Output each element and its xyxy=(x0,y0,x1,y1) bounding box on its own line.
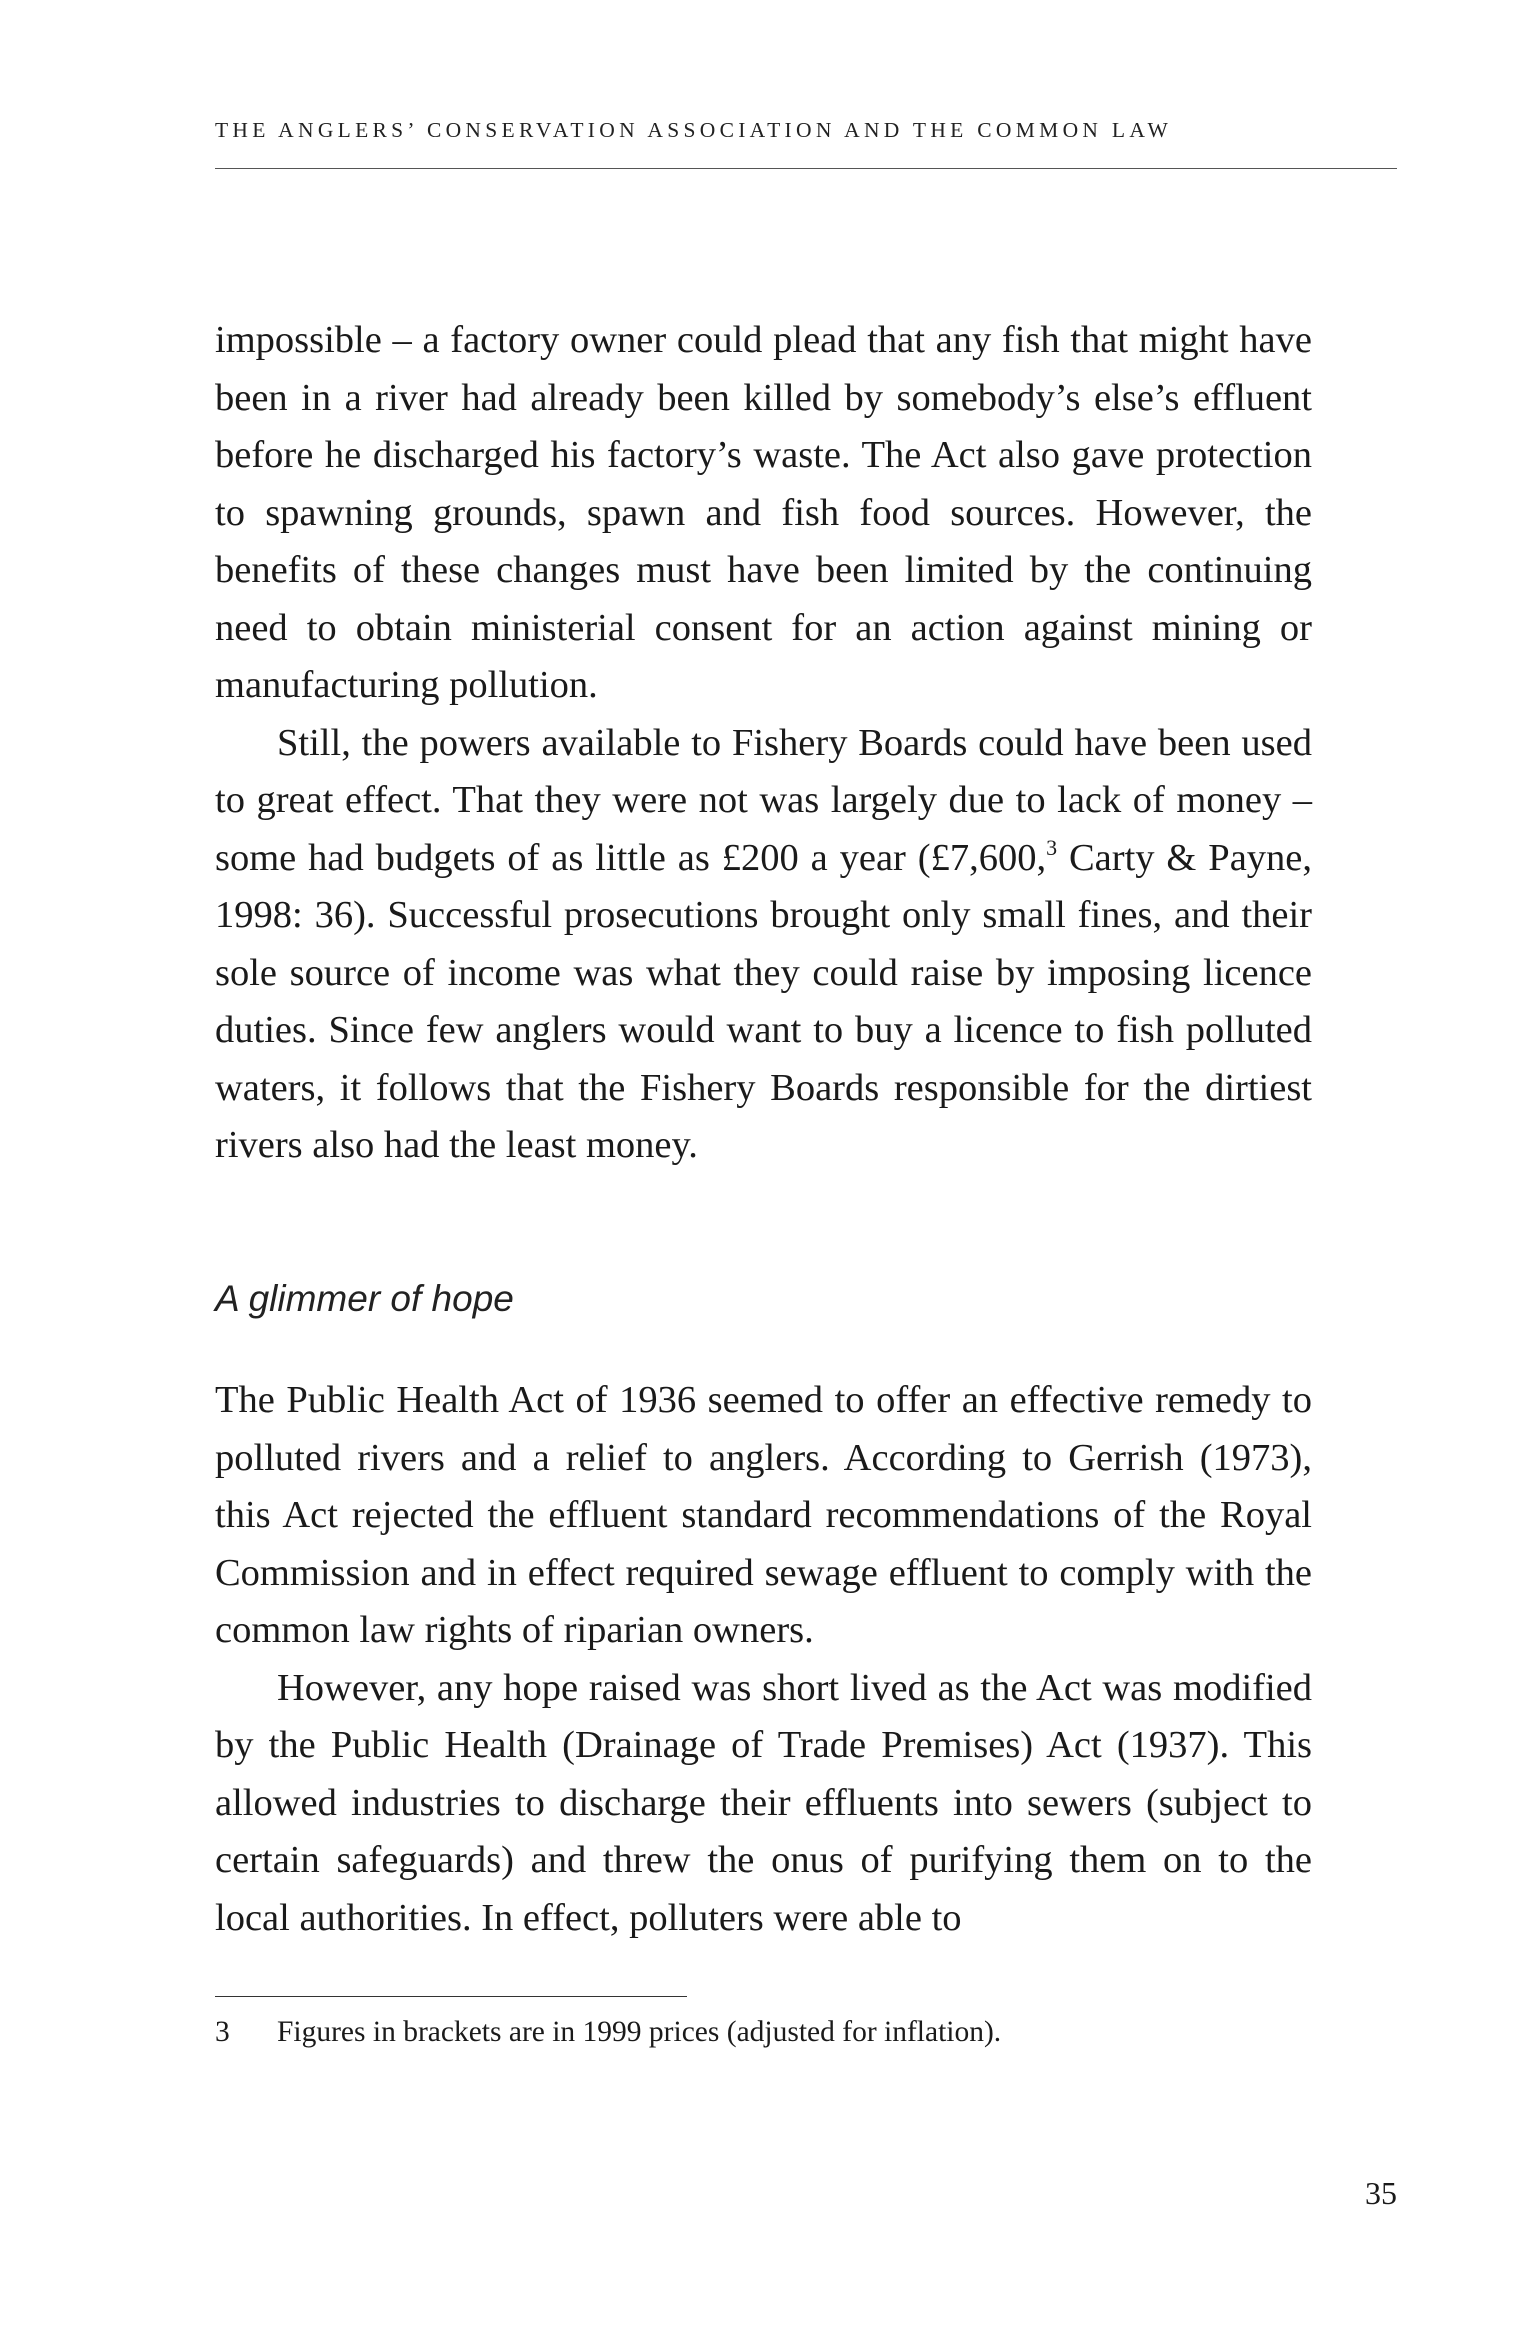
body-paragraph: However, any hope raised was short lived as the Act was modified by the Public Health (Drainage of Trade Premises) Act (1937). This allowed industries to discharge their effluents into sewers (subject to certain safeguards) and threw the onus of purifying them on to the local authorities. In effect, polluters were able to xyxy=(215,1666,1312,1939)
footnote-text: Figures in brackets are in 1999 prices (adjusted for inflation). xyxy=(277,2016,1002,2048)
body-paragraph: The Public Health Act of 1936 seemed to offer an effective remedy to polluted rivers and a relief to anglers. According to Gerrish (1973), this Act rejected the effluent standard recommendations of the Royal Commission and in effect required sewage effluent to comply with the common law rights of riparian owners. xyxy=(215,1379,1312,1651)
header-rule xyxy=(215,168,1397,169)
running-head: THE ANGLERS’ CONSERVATION ASSOCIATION AND THE COMMON LAW xyxy=(215,118,1173,142)
body-paragraph: impossible – a factory owner could plead that any fish that might have been in a river had already been killed by somebody’s else’s effluent before he discharged his factory’s waste. The Act also gave protection to spawning grounds, spawn and fish food sources. However, the benefits of these changes must have been limited by the continuing need to obtain ministerial consent for an action against mining or manufacturing pollution. xyxy=(215,319,1312,706)
body-text-block xyxy=(215,312,1312,1175)
section-body-text xyxy=(215,1372,1312,1947)
footnote-number: 3 xyxy=(215,2016,230,2048)
paragraph-text: Carty & Payne, 1998: 36). Successful prosecutions brought only small fines, and their sole source of income was what they could raise by imposing licence duties. Since few anglers would want to buy a licence to fish polluted waters, it follows that the Fishery Boards responsible for the dirtiest rivers also had the least money. xyxy=(215,836,1312,1166)
footnote-reference[interactable]: 3 xyxy=(1046,834,1058,860)
footnote xyxy=(215,2014,1001,2050)
section-heading: A glimmer of hope xyxy=(215,1278,514,1319)
body-paragraph xyxy=(215,715,1312,1175)
paragraph-text: Still, the powers available to Fishery Boards could have been used to great effect. That they were not was largely due to lack of money – some had budgets of as little as £200 a year (£7,600, xyxy=(215,721,1312,879)
page-number: 35 xyxy=(1365,2175,1397,2211)
footnote-rule xyxy=(215,1996,687,1997)
